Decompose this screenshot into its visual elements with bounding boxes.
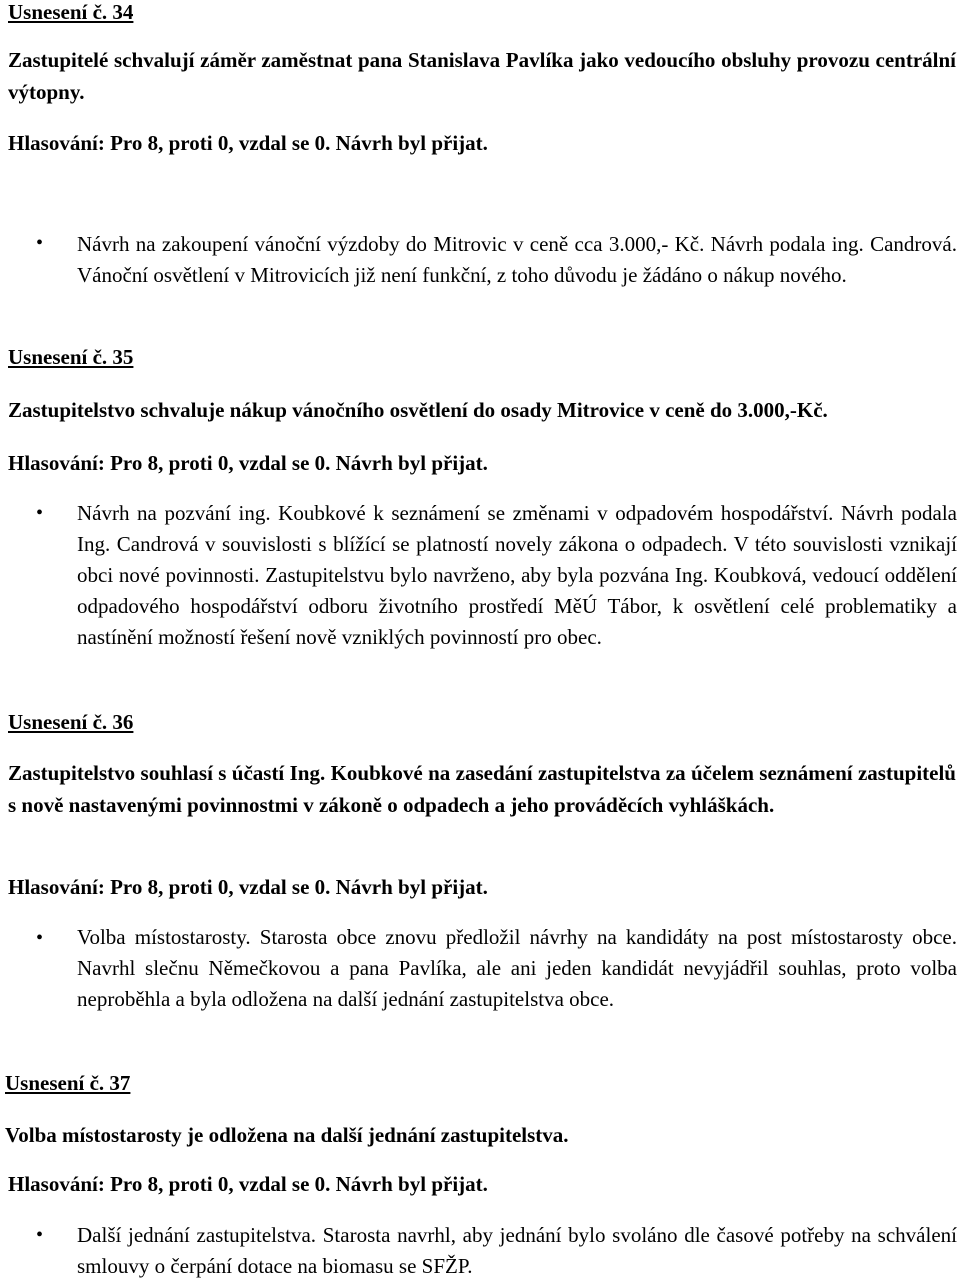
resolution-text-34: Zastupitelé schvalují záměr zaměstnat pana Stanislava Pavlíka jako vedoucího obsluhy provozu centrální výtopny. xyxy=(8,48,956,104)
resolution-text-35: Zastupitelstvo schvaluje nákup vánočního osvětlení do osady Mitrovice v ceně do 3.000,-Kč. xyxy=(8,398,828,422)
resolution-heading-37: Usnesení č. 37 xyxy=(5,1071,131,1095)
vote-result-34: Hlasování: Pro 8, proti 0, vzdal se 0. Návrh byl přijat. xyxy=(8,131,488,155)
vote-result-37: Hlasování: Pro 8, proti 0, vzdal se 0. Návrh byl přijat. xyxy=(8,1172,488,1196)
agenda-item-vanocni-vyzdoba: Návrh na zakoupení vánoční výzdoby do Mitrovic v ceně cca 3.000,- Kč. Návrh podala ing. Candrová. Vánoční osvětlení v Mitrovicích již není funkční, z toho důvodu je žádáno o nákup nového. xyxy=(77,232,957,287)
vote-result-35: Hlasování: Pro 8, proti 0, vzdal se 0. Návrh byl přijat. xyxy=(8,451,488,475)
resolution-heading-35: Usnesení č. 35 xyxy=(8,345,134,369)
bullet-icon: • xyxy=(36,1224,44,1246)
resolution-heading-36: Usnesení č. 36 xyxy=(8,710,134,734)
bullet-icon: • xyxy=(36,502,44,524)
bullet-icon: • xyxy=(36,232,44,254)
agenda-item-volba-mistostarosty: Volba místostarosty. Starosta obce znovu předložil návrhy na kandidáty na post místostarosty obce. Navrhl slečnu Němečkovou a pana Pavlíka, ale ani jeden kandidát nevyjádřil souhlas, proto volba neproběhla a byla odložena na další jednání zastupitelstva obce. xyxy=(77,925,957,1011)
bullet-icon: • xyxy=(36,927,44,949)
resolution-text-37: Volba místostarosty je odložena na další jednání zastupitelstva. xyxy=(5,1123,569,1147)
vote-result-36: Hlasování: Pro 8, proti 0, vzdal se 0. Návrh byl přijat. xyxy=(8,875,488,899)
agenda-item-dalsi-jednani: Další jednání zastupitelstva. Starosta navrhl, aby jednání bylo svoláno dle časové potřeby na schválení smlouvy o čerpání dotace na biomasu se SFŽP. xyxy=(77,1223,957,1278)
resolution-text-36: Zastupitelstvo souhlasí s účastí Ing. Koubkové na zasedání zastupitelstva za účelem seznámení zastupitelů s nově nastavenými povinnostmi v zákoně o odpadech a jeho prováděcích vyhláškách. xyxy=(8,761,956,817)
resolution-heading-34: Usnesení č. 34 xyxy=(8,0,134,24)
agenda-item-odpady: Návrh na pozvání ing. Koubkové k seznámení se změnami v odpadovém hospodářství. Návrh podala Ing. Candrová v souvislosti s blížící se platností novely zákona o odpadech. V této souvislosti vznikají obci nové povinnosti. Zastupitelstvu bylo navrženo, aby byla pozvána Ing. Koubková, vedoucí oddělení odpadového hospodářství odboru životního prostředí MěÚ Tábor, k osvětlení celé problematiky a nastínění možností řešení nově vzniklých povinností pro obec. xyxy=(77,501,957,649)
